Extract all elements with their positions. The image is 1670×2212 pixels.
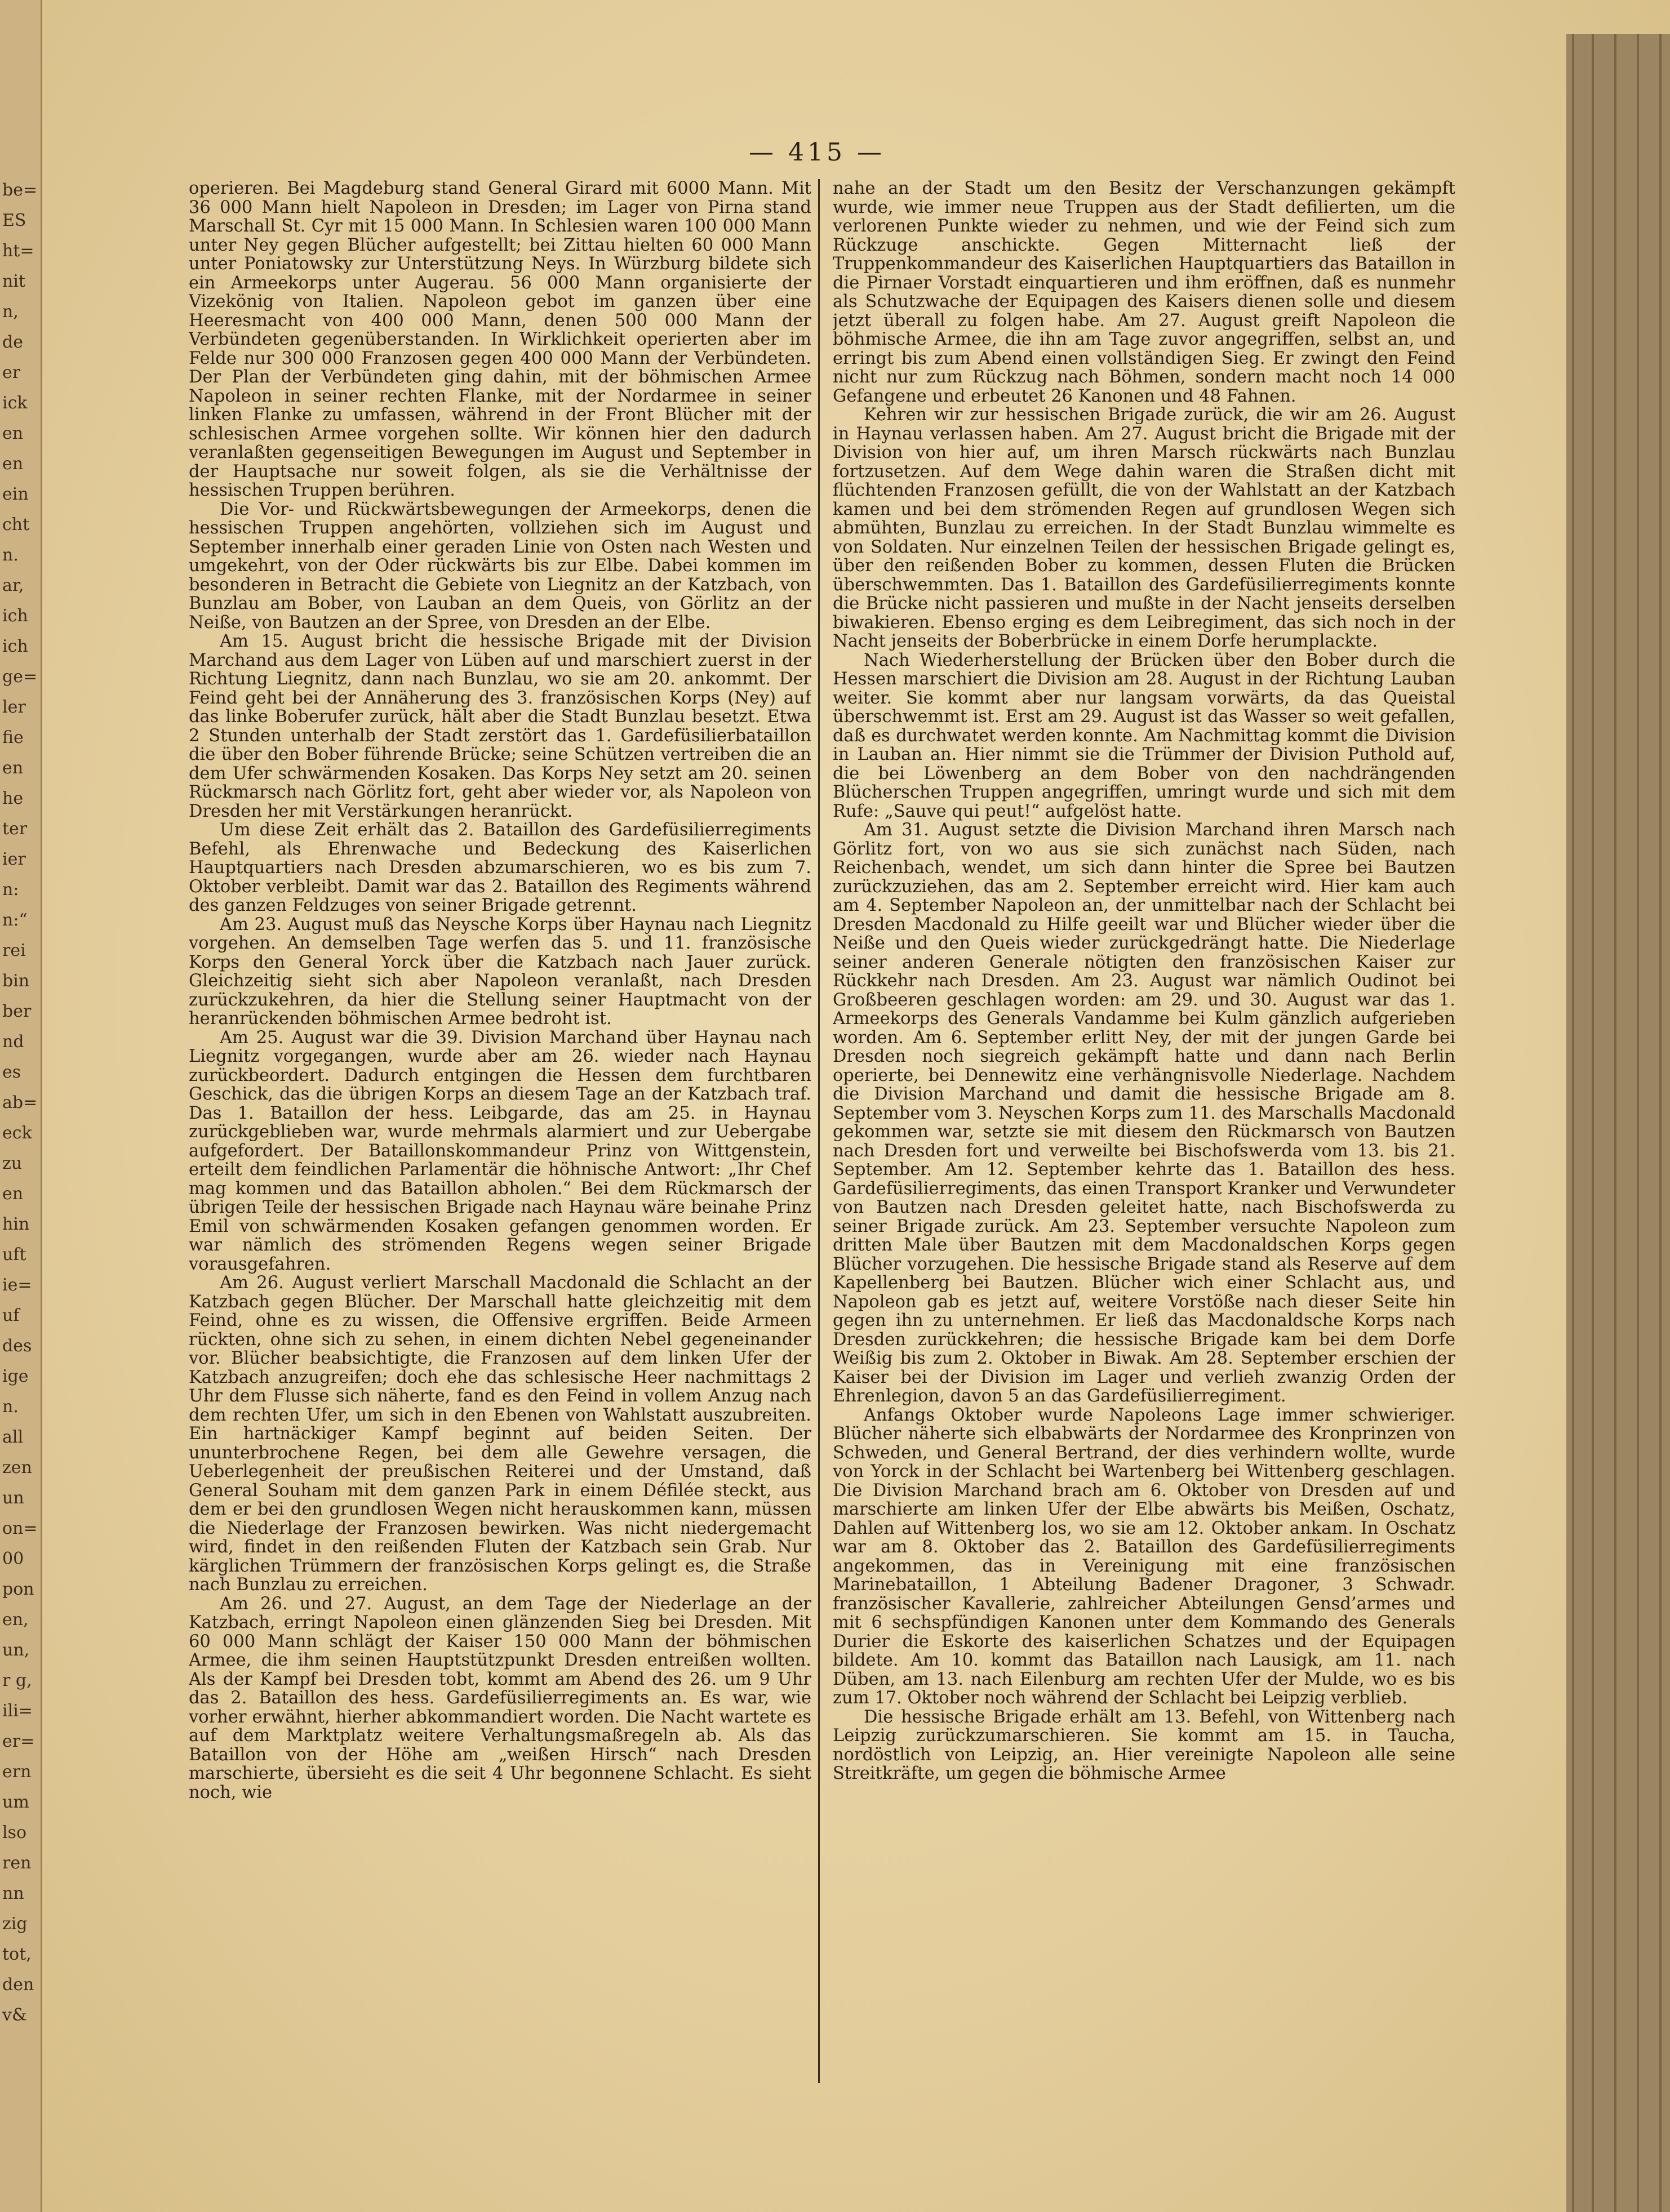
margin-fragment: uft [2,1245,26,1265]
margin-fragment: lso [2,1823,27,1842]
paragraph: Am 15. August bricht die hessische Brigade mit der Division Marchand aus dem Lager von Lüben auf und marschiert zuerst in der Richtung Liegnitz, dann nach Bunzlau, wo sie am 20. ankommt. Der Feind geht bei der Annäherung des 3. französischen Korps (Ney) auf das linke Boberufer zurück, hält aber die Stadt Bunzlau besetzt. Etwa 2 Stunden unterhalb der Stadt zerstört das 1. Gardefüsilierbataillon die über den Bober führende Brücke; seine Schützen vertreiben die an dem Ufer schwärmenden Kosaken. Das Korps Ney setzt am 20. seinen Rückmarsch nach Görlitz fort, geht aber wieder vor, als Napoleon von Dresden her mit Verstärkungen heranrückt. [189,631,811,821]
margin-fragment: en [2,454,24,474]
margin-fragment: ler [2,697,26,717]
margin-fragment: ili= [2,1701,33,1721]
margin-fragment: ich [2,606,28,626]
margin-fragment: en, [2,1610,29,1630]
margin-fragment: zen [2,1458,32,1477]
margin-fragment: es [2,1062,21,1082]
margin-fragment: ie= [2,1275,32,1295]
margin-fragment: ar, [2,576,24,595]
margin-fragment: he [2,789,24,808]
margin-fragment: tot, [2,1944,32,1964]
margin-fragment: ab= [2,1093,38,1112]
margin-fragment: pon [2,1579,34,1599]
margin-fragment: 00 [2,1549,24,1569]
margin-fragment: en [2,1184,24,1204]
margin-fragment: des [2,1336,32,1356]
margin-fragment: n, [2,302,19,322]
paragraph: Am 25. August war die 39. Division Marchand über Haynau nach Liegnitz vorgegangen, wurde aber am 26. wieder nach Haynau zurückbeordert. Dadurch entgingen die Hessen dem furchtbaren Geschick, das die übrigen Korps an diesem Tage an der Katzbach traf. Das 1. Bataillon der hess. Leibgarde, das am 25. in Haynau zurückgeblieben war, wurde mehrmals alarmiert und zur Uebergabe aufgefordert. Der Bataillonskommandeur Prinz von Wittgenstein, erteilt dem feindlichen Parlamentär die höhnische Antwort: „Ihr Chef mag kommen und das Bataillon abholen.“ Bei dem Rückmarsch der übrigen Teile der hessischen Brigade nach Haynau wäre beinahe Prinz Emil von schwärmenden Kosaken gefangen genommen worden. Er war nämlich des strömenden Regens wegen seiner Brigade vorausgefahren. [189,1027,811,1274]
margin-fragment: zu [2,1154,23,1173]
paragraph: Um diese Zeit erhält das 2. Bataillon des Gardefüsilierregiments Befehl, als Ehrenwache und Bedeckung des Kaiserlichen Hauptquartiers nach Dresden abzumarschieren, wo es bis zum 7. Oktober verbleibt. Damit war das 2. Bataillon des Regiments während des ganzen Feldzuges von seiner Brigade getrennt. [189,820,811,915]
margin-fragment: un [2,1488,24,1508]
margin-fragment: n:“ [2,910,28,930]
margin-fragment: v& [2,2005,27,2025]
margin-fragment: r g, [2,1671,32,1690]
left-text-column [189,179,811,2151]
margin-fragment: de [2,332,23,352]
margin-fragment: ick [2,393,28,413]
paragraph: Am 26. August verliert Marschall Macdonald die Schlacht an der Katzbach gegen Blücher. Der Marschall hatte gleichzeitig mit dem Feind, ohne es zu wissen, die Offensive ergriffen. Beide Armeen rückten, ohne sich zu sehen, in einem dichten Nebel gegeneinander vor. Blücher beabsichtigte, die Franzosen auf dem linken Ufer der Katzbach anzugreifen; doch ehe das schlesische Heer nachmittags 2 Uhr dem Flusse sich näherte, fand es den Feind in vollem Anzug nach dem rechten Ufer, um sich in den Ebenen von Wahlstatt auszubreiten. Ein hartnäckiger Kampf beginnt auf beiden Seiten. Der ununterbrochene Regen, bei dem alle Gewehre versagen, die Ueberlegenheit der preußischen Reiterei und der Umstand, daß General Souham mit dem ganzen Park in einem Défilée steckt, aus dem er bei den grundlosen Wegen nicht herauskommen kann, müssen die Niederlage der Franzosen bewirken. Was nicht niedergemacht wird, findet in den reißenden Fluten der Katzbach sein Grab. Nur kärglichen Trümmern der französischen Korps gelingt es, die Straße nach Bunzlau zu erreichen. [189,1273,811,1595]
paragraph: nahe an der Stadt um den Besitz der Verschanzungen gekämpft wurde, wie immer neue Truppen aus der Stadt defilierten, um die verlorenen Punkte wieder zu nehmen, und wie der Feind sich zum Rückzuge anschickte. Gegen Mitternacht ließ der Truppenkommandeur des Kaiserlichen Hauptquartiers das Bataillon in die Pirnaer Vorstadt einquartieren und ihm eröffnen, daß es nunmehr als Schutzwache der Equipagen des Kaisers dienen solle und diesem jetzt überall zu folgen habe. Am 27. August greift Napoleon die böhmische Armee, die ihn am Tage zuvor angegriffen, selbst an, und erringt bis zum Abend einen vollständigen Sieg. Er zwingt den Feind nicht nur zum Rückzug nach Böhmen, sondern macht noch 14 000 Gefangene und erbeutet 26 Kanonen und 48 Fahnen. [833,179,1455,406]
margin-fragment: den [2,1975,34,1995]
column-divider [818,179,820,2083]
margin-fragment: be= [2,180,38,200]
margin-fragment: zig [2,1914,28,1934]
margin-fragment: n. [2,1397,19,1417]
margin-fragment: er= [2,1732,35,1751]
paragraph: Nach Wiederherstellung der Brücken über den Bober durch die Hessen marschiert die Division am 28. August in der Richtung Lauban weiter. Sie kommt aber nur langsam vorwärts, da das Queistal überschwemmt ist. Erst am 29. August ist das Wasser so weit gefallen, daß es durchwatet werden konnte. Am Nachmittag kommt die Division in Lauban an. Hier nimmt sie die Trümmer der Division Puthold auf, die bei Löwenberg an dem Bober von den nachdrängenden Blücherschen Truppen angegriffen, umringt wurde und sich mit dem Rufe: „Sauve qui peut!“ aufgelöst hatte. [833,650,1455,821]
margin-fragment: ein [2,484,29,504]
margin-fragment: nn [2,1884,24,1903]
margin-fragment: ren [2,1853,32,1873]
paragraph: Kehren wir zur hessischen Brigade zurück, die wir am 26. August in Haynau verlassen haben. Am 27. August bricht die Brigade mit der Division von hier auf, um ihren Marsch rückwärts nach Bunzlau fortzusetzen. Auf dem Wege dahin waren die Straßen dicht mit flüchtenden Franzosen gefüllt, die von der Wahlstatt an der Katzbach kamen und bei dem strömenden Regen auf grundlosen Wegen sich abmühten, Bunzlau zu erreichen. In der Stadt Bunzlau wimmelte es von Soldaten. Nur einzelnen Teilen der hessischen Brigade gelingt es, über den reißenden Bober zu kommen, dessen Fluten die Brücken überschwemmten. Das 1. Bataillon des Gardefüsilierregiments konnte die Brücke nicht passieren und mußte in der Nacht jenseits derselben biwakieren. Ebenso erging es dem Leibregiment, das sich noch in der Nacht jenseits der Boberbrücke in einem Dorfe herumplackte. [833,405,1455,651]
paragraph: Am 23. August muß das Neysche Korps über Haynau nach Liegnitz vorgehen. An demselben Tage werfen das 5. und 11. französische Korps den General Yorck über die Katzbach nach Jauer zurück. Gleichzeitig sieht sich aber Napoleon veranlaßt, nach Dresden zurückzukehren, da hier die Stellung seiner Hauptmacht von der heranrückenden böhmischen Armee bedroht ist. [189,914,811,1029]
margin-fragment: hin [2,1214,30,1234]
margin-fragment: en [2,424,24,443]
margin-fragment: eck [2,1123,32,1143]
margin-fragment: fie [2,728,24,747]
margin-fragment: en [2,758,24,778]
margin-fragment: n: [2,880,19,900]
margin-fragment: er [2,363,21,382]
margin-fragment: n. [2,545,19,565]
right-text-column [833,179,1455,2151]
margin-fragment: nit [2,272,25,291]
margin-fragment: on= [2,1519,38,1538]
margin-fragment: ern [2,1762,32,1782]
paragraph: Die hessische Brigade erhält am 13. Befehl, von Wittenberg nach Leipzig zurückzumarschieren. Sie kommt am 15. in Taucha, nordöstlich von Leipzig, an. Hier vereinigte Napoleon alle seine Streitkräfte, um gegen die böhmische Armee [833,1707,1455,1783]
margin-fragment: ber [2,1002,32,1021]
margin-fragment: cht [2,515,30,535]
margin-fragment: uf [2,1306,20,1325]
margin-fragment: nd [2,1032,24,1052]
margin-fragment: ier [2,849,26,869]
margin-fragment: ES [2,211,26,230]
previous-page-edge [0,0,42,2212]
paragraph: Am 31. August setzte die Division Marchand ihren Marsch nach Görlitz fort, von wo aus sie sich zunächst nach Süden, nach Reichenbach, wendet, um sich dann hinter die Spree bei Bautzen zurückzuziehen, das am 2. September erreicht wird. Hier kam auch am 4. September Napoleon an, der unmittelbar nach der Schlacht bei Dresden Macdonald zu Hilfe geeilt war und Blücher wieder über die Neiße und den Queis wieder zurückgedrängt hatte. Die Niederlage seiner anderen Generale nötigten den französischen Kaiser zur Rückkehr nach Dresden. Am 23. August war nämlich Oudinot bei Großbeeren geschlagen worden: am 29. und 30. August war das 1. Armeekorps des Generals Vandamme bei Kulm gänzlich aufgerieben worden. Am 6. September erlitt Ney, der mit der jungen Garde bei Dresden noch siegreich gekämpft hatte und dann nach Berlin operierte, bei Dennewitz eine verhängnisvolle Niederlage. Nachdem die Division Marchand und damit die hessische Brigade am 8. September vom 3. Neyschen Korps zum 11. des Marschalls Macdonald gekommen war, setzte sie mit diesem den Rückmarsch von Bautzen nach Dresden fort und verweilte bei Bischofswerda vom 13. bis 21. September. Am 12. September kehrte das 1. Bataillon des hess. Gardefüsilierregiments, das einen Transport Kranker und Verwundeter von Bautzen nach Dresden geleitet hatte, nach Bischofswerda zu seiner Brigade zurück. Am 23. September versuchte Napoleon zum dritten Male über Bautzen mit dem Macdonaldschen Korps gegen Blücher vorzugehen. Die hessische Brigade stand als Reserve auf dem Kapellenberg bei Bautzen. Blücher wich einer Schlacht aus, und Napoleon gab es jetzt auf, weitere Vorstöße nach dieser Seite hin gegen ihn zu unternehmen. Er ließ das Macdonaldsche Korps nach Dresden zurückkehren; die hessische Brigade kam bei dem Dorfe Weißig bis zum 2. Oktober in Biwak. Am 28. September erschien der Kaiser bei der Division im Lager und verlieh zwanzig Orden der Ehrenlegion, davon 5 an das Gardefüsilierregiment. [833,820,1455,1406]
paragraph: Anfangs Oktober wurde Napoleons Lage immer schwieriger. Blücher näherte sich elbabwärts der Nordarmee des Kronprinzen von Schweden, und General Bertrand, der dies verhindern wollte, wurde von Yorck in der Schlacht bei Wartenberg bei Wittenberg geschlagen. Die Division Marchand brach am 6. Oktober von Dresden auf und marschierte am linken Ufer der Elbe abwärts bis Meißen, Oschatz, Dahlen auf Wittenberg los, wo sie am 12. Oktober ankam. In Oschatz war am 8. Oktober das 2. Bataillon des Gardefüsilierregiments angekommen, das in Vereinigung mit eine französischen Marinebataillon, 1 Abteilung Badener Dragoner, 3 Schwadr. französischer Kavallerie, zahlreicher Abteilungen Gensd’armes und mit 6 sechspfündigen Kanonen unter dem Kommando des Generals Durier die Eskorte des kaiserlichen Schatzes und der Equipagen bildete. Am 10. kommt das Bataillon nach Lausigk, am 11. nach Düben, am 13. nach Eilenburg am rechten Ufer der Mulde, wo es bis zum 17. Oktober noch während der Schlacht bei Leipzig verblieb. [833,1405,1455,1708]
page-number: — 415 — [749,138,885,167]
paragraph: operieren. Bei Magdeburg stand General Girard mit 6000 Mann. Mit 36 000 Mann hielt Napoleon in Dresden; im Lager von Pirna stand Marschall St. Cyr mit 15 000 Mann. In Schlesien waren 100 000 Mann unter Ney gegen Blücher aufgestellt; bei Zittau hielten 60 000 Mann unter Poniatowsky zur Unterstützung Neys. In Würzburg bildete sich ein Armeekorps unter Augerau. 56 000 Mann organisierte der Vizekönig von Italien. Napoleon gebot im ganzen über eine Heeresmacht von 400 000 Mann, denen 500 000 Mann der Verbündeten gegenüberstanden. In Wirklichkeit operierten aber im Felde nur 300 000 Franzosen gegen 400 000 Mann der Verbündeten. Der Plan der Verbündeten ging dahin, mit der böhmischen Armee Napoleon in seiner rechten Flanke, mit der Nordarmee in seiner linken Flanke zu umfassen, während in der Front Blücher mit der schlesischen Armee vorgehen sollte. Wir können hier den dadurch veranlaßten gegenseitigen Bewegungen im August und September in der Hauptsache nur soweit folgen, als sie die Verhältnisse der hessischen Truppen berühren. [189,179,811,500]
margin-fragment: rei [2,941,26,960]
paragraph: Am 26. und 27. August, an dem Tage der Niederlage an der Katzbach, erringt Napoleon einen glänzenden Sieg bei Dresden. Mit 60 000 Mann schlägt der Kaiser 150 000 Mann der böhmischen Armee, die ihm seinen Hauptstützpunkt Dresden entreißen wollten. Als der Kampf bei Dresden tobt, kommt am Abend des 26. um 9 Uhr das 2. Bataillon des hess. Gardefüsilierregiments an. Es war, wie vorher erwähnt, hierher abkommandiert worden. Die Nacht wartete es auf dem Marktplatz weitere Verhaltungsmaßregeln ab. Als das Bataillon von der Höhe am „weißen Hirsch“ nach Dresden marschierte, übersieht es die seit 4 Uhr begonnene Schlacht. Es sieht noch, wie [189,1594,811,1802]
book-edge [1566,34,1670,2212]
margin-fragment: ich [2,637,28,656]
paragraph: Die Vor- und Rückwärtsbewegungen der Armeekorps, denen die hessischen Truppen angehörten, vollziehen sich im August und September innerhalb einer geraden Linie von Osten nach Westen und umgekehrt, von der Oder rückwärts bis zur Elbe. Dabei kommen im besonderen in Betracht die Gebiete von Liegnitz an der Katzbach, von Bunzlau am Bober, von Lauban an dem Queis, von Görlitz an der Neiße, von Bautzen an der Spree, von Dresden an der Elbe. [189,499,811,633]
margin-fragment: ter [2,819,28,839]
margin-fragment: ge= [2,667,38,687]
margin-fragment: all [2,1427,24,1447]
margin-fragment: un, [2,1640,30,1660]
margin-fragment: um [2,1792,29,1812]
margin-fragment: ht= [2,241,34,261]
margin-fragment: bin [2,971,30,991]
margin-fragment: ige [2,1367,29,1386]
